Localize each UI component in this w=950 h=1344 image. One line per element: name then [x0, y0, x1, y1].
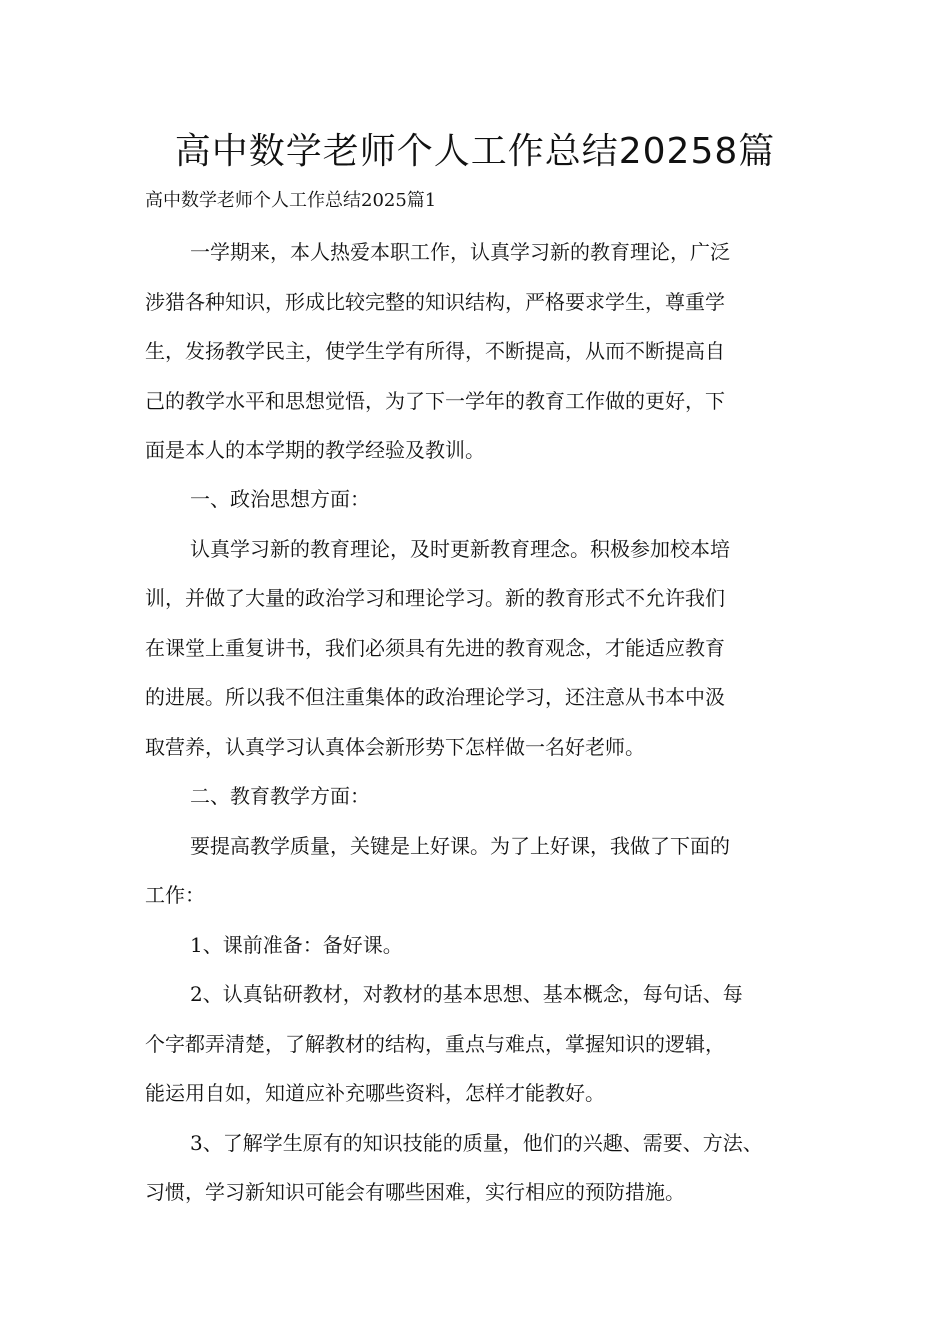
text-line: 面是本人的本学期的教学经验及教训。: [145, 438, 485, 462]
document-title: 高中数学老师个人工作总结20258篇: [174, 131, 776, 172]
text-line: 要提高教学质量，关键是上好课。为了上好课，我做了下面的: [190, 834, 730, 858]
text-line: 一学期来，本人热爱本职工作，认真学习新的教育理论，广泛: [190, 240, 730, 264]
text-line: 认真学习新的教育理论，及时更新教育理念。积极参加校本培: [190, 537, 730, 561]
document-subtitle: 高中数学老师个人工作总结2025篇1: [145, 190, 437, 211]
text-line: 生，发扬教学民主，使学生学有所得，不断提高，从而不断提高自: [145, 339, 725, 363]
list-item: 3、了解学生原有的知识技能的质量，他们的兴趣、需要、方法、: [190, 1131, 763, 1155]
text-line: 训，并做了大量的政治学习和理论学习。新的教育形式不允许我们: [145, 586, 725, 610]
text-line: 习惯，学习新知识可能会有哪些困难，实行相应的预防措施。: [145, 1180, 685, 1204]
section-heading: 一、政治思想方面：: [190, 487, 370, 511]
section-heading: 二、教育教学方面：: [190, 784, 370, 808]
text-line: 涉猎各种知识，形成比较完整的知识结构，严格要求学生，尊重学: [145, 290, 725, 314]
text-line: 己的教学水平和思想觉悟，为了下一学年的教育工作做的更好，下: [145, 389, 725, 413]
list-item: 2、认真钻研教材，对教材的基本思想、基本概念，每句话、每: [190, 982, 743, 1006]
text-line: 的进展。所以我不但注重集体的政治理论学习，还注意从书本中汲: [145, 685, 725, 709]
text-line: 工作：: [145, 883, 205, 907]
text-line: 个字都弄清楚，了解教材的结构，重点与难点，掌握知识的逻辑，: [145, 1032, 725, 1056]
text-line: 能运用自如，知道应补充哪些资料，怎样才能教好。: [145, 1081, 605, 1105]
text-line: 在课堂上重复讲书，我们必须具有先进的教育观念，才能适应教育: [145, 636, 725, 660]
text-line: 取营养，认真学习认真体会新形势下怎样做一名好老师。: [145, 735, 645, 759]
list-item: 1、课前准备：备好课。: [190, 933, 403, 957]
